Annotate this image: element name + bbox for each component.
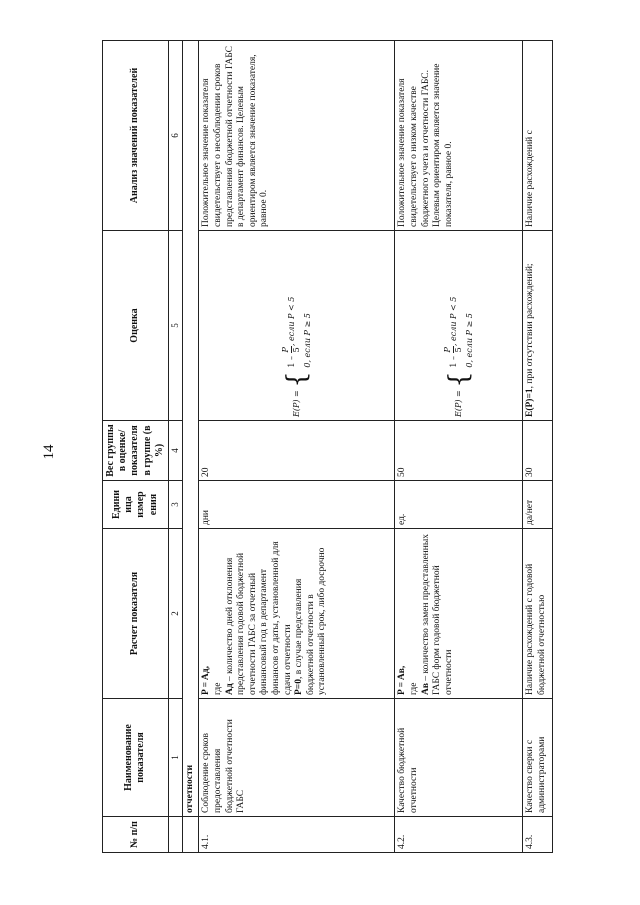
calc-zero: P=0 xyxy=(294,679,305,695)
header-num: № п/п xyxy=(103,817,169,853)
row-weight: 30 xyxy=(523,421,553,481)
calc-var: Aд xyxy=(224,683,235,695)
section-title: отчетности xyxy=(182,41,199,817)
column-number: 5 xyxy=(168,231,182,421)
row-name: Соблюдение сроков предоставления бюджетной отчетности ГАБС xyxy=(199,699,395,817)
column-number: 4 xyxy=(168,421,182,481)
row-eval xyxy=(199,231,395,421)
column-number: 2 xyxy=(168,529,182,699)
row-num: 4.1. xyxy=(199,817,395,853)
row-analysis: Наличие расхождений с xyxy=(523,41,553,231)
section-row xyxy=(182,41,199,853)
calc-where: где xyxy=(409,682,420,695)
row-weight: 20 xyxy=(199,421,395,481)
calc-var: Aв xyxy=(420,683,431,695)
row-weight: 50 xyxy=(395,421,523,481)
row-num: 4.3. xyxy=(523,817,553,853)
header-analysis: Анализ значений показателей xyxy=(103,41,169,231)
row-analysis: Положительное значение показателя свидетельствует о несоблюдении сроков представления бюджетной отчетности ГАБС в департамент финансов. Целевым ориентиром является значение показателя, равное 0. xyxy=(199,41,395,231)
row-calc xyxy=(199,529,395,699)
column-number: 1 xyxy=(168,699,182,817)
column-number-row xyxy=(168,41,182,853)
header-eval: Оценка xyxy=(103,231,169,421)
header-calc: Расчет показателя xyxy=(103,529,169,699)
row-name: Качество сверки с администраторами xyxy=(523,699,553,817)
table-row xyxy=(199,41,395,853)
table-header-row xyxy=(103,41,169,853)
eval-formula: E(P) = { 1 – P 5 , если P < 5 0, если P ≥ 5 xyxy=(280,296,312,417)
eval-formula: E(P) = { 1 – P 5 , если P < 5 0, если P ≥ 5 xyxy=(442,296,474,417)
row-unit: дни xyxy=(199,481,395,529)
calc-where: где xyxy=(213,682,224,695)
calc-formula: P = Aд, xyxy=(201,666,212,695)
column-number: 6 xyxy=(168,41,182,231)
calc-formula: P = Aв, xyxy=(397,665,408,695)
row-analysis: Положительное значение показателя свидетельствует о низком качестве бюджетного учета и отчетности ГАБС. Целевым ориентиром является значение показателя, равное 0. xyxy=(395,41,523,231)
row-calc xyxy=(395,529,523,699)
calc-var-desc: – количество дней отклонения представления годовой бюджетной отчетности ГАБС за отчетный финансовый год в департамент финансов от даты, установленной для сдачи отчетности xyxy=(224,541,293,695)
indicators-table xyxy=(102,40,553,853)
header-unit: Едини ица измер ения xyxy=(103,481,169,529)
table-row xyxy=(395,41,523,853)
row-eval: E(P)=1, при отсутствии расхождений; xyxy=(523,231,553,421)
header-weight: Вес группы в оценке/ показателя в группе (в %) xyxy=(103,421,169,481)
row-name: Качество бюджетной отчетности xyxy=(395,699,523,817)
header-name: Наименование показателя xyxy=(103,699,169,817)
row-eval xyxy=(395,231,523,421)
calc-var-desc: – количество замен представленных ГАБС форм годовой бюджетной отчетности xyxy=(420,534,454,695)
row-unit: ед. xyxy=(395,481,523,529)
page-number: 14 xyxy=(41,444,57,460)
table-row xyxy=(523,41,553,853)
row-unit: да/нет xyxy=(523,481,553,529)
row-calc: Наличие расхождений с годовой бюджетной отчетностью xyxy=(523,529,553,699)
column-number: 3 xyxy=(168,481,182,529)
row-num: 4.2. xyxy=(395,817,523,853)
calc-zero-desc: , в случае представления бюджетной отчетности в установленный срок, либо досрочно xyxy=(294,547,328,695)
